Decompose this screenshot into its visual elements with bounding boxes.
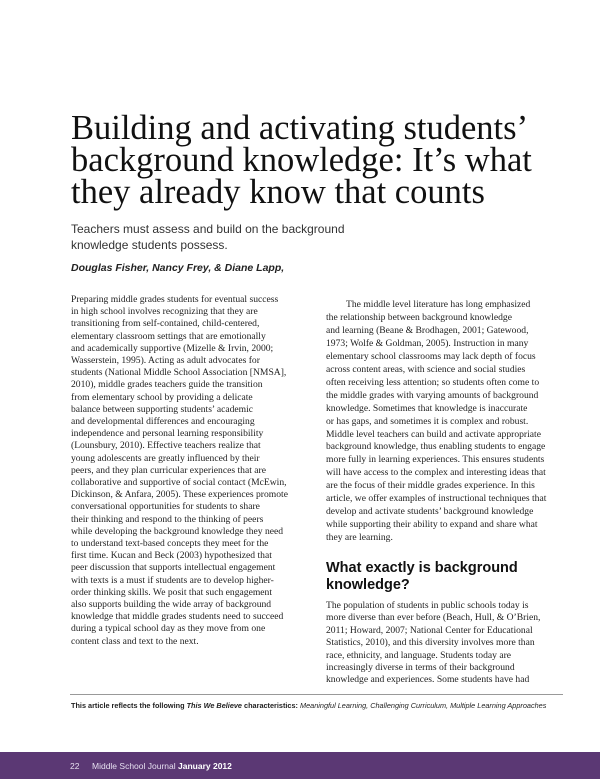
text-line: The middle level literature has long emphasized — [346, 299, 531, 310]
text-line: content class and text to the next. — [71, 635, 199, 647]
divider — [70, 694, 563, 695]
issue-date: January 2012 — [178, 761, 232, 771]
characteristics-values: Meaningful Learning, Challenging Curriculum, Multiple Learning Approaches — [300, 701, 547, 710]
text-line: across content areas, with science and social studies — [326, 363, 526, 375]
text-line: are the focus of their middle grades experience. In this — [326, 480, 535, 492]
text-line: increasingly diverse in terms of their background — [326, 662, 515, 674]
text-line: knowledge. Sometimes that knowledge is inaccurate — [326, 402, 528, 414]
text-line: develop and activate students’ background knowledge — [326, 506, 534, 518]
text-line: peer discussion that supports intellectual engagement — [71, 562, 276, 574]
journal-info — [92, 761, 232, 771]
text-line: race, ethnicity, and language. Students today are — [326, 649, 512, 661]
text-line: (Lounsbury, 2010). Effective teachers realize that — [71, 440, 261, 452]
title-line: background knowledge: It’s what — [71, 141, 532, 179]
text-line: and developmental differences and encouraging — [71, 416, 255, 428]
text-line: with texts is a must if students are to develop higher- — [71, 574, 274, 586]
text-line: their thinking and respond to the thinking of peers — [71, 513, 264, 525]
page-number: 22 — [70, 761, 80, 771]
heading-line: What exactly is background — [326, 560, 518, 576]
text-line: the middle grades with varying amounts of background — [326, 389, 539, 401]
characteristics-label-suffix: characteristics: — [242, 701, 301, 710]
text-line: Middle level teachers can build and activate appropriate — [326, 428, 541, 440]
journal-name: Middle School Journal — [92, 761, 176, 771]
text-line: in high school involves recognizing that they are — [71, 306, 258, 318]
text-line: Dickinson, & Anfara, 2005). These experiences promote — [71, 489, 288, 501]
text-line: order thinking skills. We posit that such engagement — [71, 586, 273, 598]
text-line: peers, and they plan curricular experiences that are — [71, 464, 266, 476]
text-line: background knowledge, thus enabling students to engage — [326, 441, 546, 453]
subtitle-line: Teachers must assess and build on the background — [71, 222, 345, 236]
right-column-text — [326, 299, 546, 545]
text-line: knowledge and experiences. Some students have had — [326, 674, 530, 686]
text-line: often receiving less attention; so students often come to — [326, 376, 540, 388]
text-line: the relationship between background knowledge — [326, 311, 512, 323]
text-line: while developing the background knowledge they need — [71, 525, 284, 537]
text-line: from elementary school by providing a delicate — [71, 391, 253, 403]
subtitle-line: knowledge students possess. — [71, 238, 228, 252]
section-heading — [326, 560, 518, 594]
text-line: article, we offer examples of instructional techniques that — [326, 493, 547, 505]
text-line: Statistics, 2010), and this diversity involves more than — [326, 637, 535, 649]
article-title — [71, 109, 532, 211]
text-line: conversational opportunities for students to share — [71, 501, 260, 513]
text-line: more fully in learning experiences. This ensures students — [326, 454, 545, 466]
characteristics-label-italic: This We Believe — [186, 701, 242, 710]
characteristics-label-prefix: This article reflects the following — [71, 701, 187, 710]
page-footer — [0, 752, 600, 779]
text-line: also supports building the wide array of background — [71, 599, 272, 611]
section-paragraph — [326, 600, 540, 687]
text-line: first time. Kucan and Beck (2003) hypothesized that — [71, 550, 272, 562]
text-line: young adolescents are greatly influenced by their — [71, 452, 260, 464]
text-line: independence and personal learning responsibility — [71, 428, 264, 440]
text-line: will have access to the complex and interesting ideas that — [326, 467, 546, 479]
text-line: students (National Middle School Association [NMSA], — [71, 367, 287, 379]
title-line: they already know that counts — [71, 173, 485, 211]
text-line: while supporting their ability to expand and share what — [326, 519, 538, 531]
text-line: balance between supporting students’ academic — [71, 403, 254, 415]
text-line: Preparing middle grades students for eventual success — [71, 294, 279, 305]
text-line: during a typical school day as they move from one — [71, 623, 266, 635]
text-line: collaborative and supportive of social contact (McEwin, — [71, 477, 287, 489]
text-line: knowledge that middle grades students need to succeed — [71, 611, 284, 623]
text-line: transitioning from self-contained, child-centered, — [71, 318, 260, 330]
characteristics-note — [71, 701, 546, 710]
text-line: elementary classroom settings that are emotionally — [71, 330, 266, 342]
text-line: elementary school classrooms may lack depth of focus — [326, 350, 536, 362]
article-subtitle — [71, 221, 345, 253]
title-line: Building and activating students’ — [71, 109, 529, 147]
text-line: or has gaps, and sometimes it is complex and robust. — [326, 415, 529, 427]
text-line: 2010), middle grades teachers guide the transition — [71, 379, 263, 391]
authors: Douglas Fisher, Nancy Frey, & Diane Lapp, — [71, 262, 285, 274]
text-line: 2011; Howard, 2007; National Center for Educational — [326, 624, 533, 636]
text-line: and academically supportive (Mizelle & Irvin, 2000; — [71, 342, 274, 354]
text-line: they are learning. — [326, 532, 393, 544]
text-line: and learning (Beane & Brodhagen, 2001; Gatewood, — [326, 324, 529, 336]
left-column-text — [71, 294, 288, 648]
text-line: more diverse than ever before (Beach, Hull, & O’Brien, — [326, 612, 541, 624]
text-line: The population of students in public schools today is — [326, 600, 529, 611]
text-line: to understand text-based concepts they meet for the — [71, 538, 269, 550]
text-line: Wasserstein, 1995). Acting as adult advocates for — [71, 355, 260, 367]
text-line: 1973; Wolfe & Goldman, 2005). Instruction in many — [326, 337, 529, 349]
heading-line: knowledge? — [326, 577, 410, 593]
